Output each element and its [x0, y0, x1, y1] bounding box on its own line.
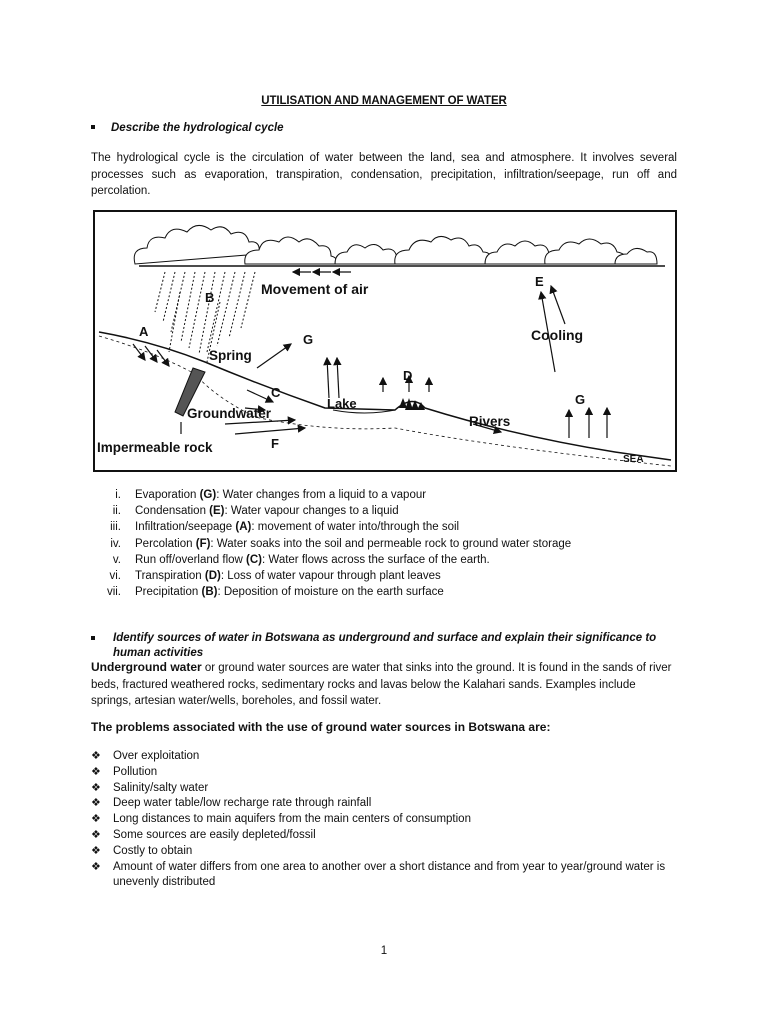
- section-heading-water-sources: [91, 631, 691, 661]
- list-item: ❖ Amount of water differs from one area to another over a short distance and from year to year/ground water is unevenly distributed: [91, 860, 666, 889]
- label-g-sea: G: [575, 392, 586, 407]
- diamond-bullet-icon: ❖: [91, 750, 101, 762]
- diamond-bullet-icon: ❖: [91, 844, 101, 857]
- square-bullet-icon: [91, 125, 95, 129]
- clouds: [134, 225, 657, 264]
- diamond-bullet-icon: ❖: [91, 765, 101, 778]
- list-item: ❖ Long distances to main aquifers from the main centers of consumption: [91, 812, 681, 828]
- label-e: E: [535, 274, 544, 289]
- label-spring: Spring: [209, 348, 252, 363]
- label-groundwater: Groundwater: [187, 406, 272, 421]
- label-impermeable-rock: Impermeable rock: [97, 440, 213, 455]
- list-item: vii. Precipitation (B): Deposition of moisture on the earth surface: [106, 586, 444, 599]
- list-item: v. Run off/overland flow (C): Water flows across the surface of the earth.: [112, 553, 490, 566]
- label-f: F: [271, 436, 279, 451]
- list-item: iii. Infiltration/seepage (A): movement of water into/through the soil: [110, 521, 460, 534]
- label-rivers: Rivers: [469, 414, 511, 429]
- list-item: ❖ Over exploitation: [91, 749, 681, 765]
- problems-list: [91, 749, 681, 891]
- label-a: A: [139, 324, 149, 339]
- diamond-bullet-icon: ❖: [91, 813, 101, 826]
- diamond-bullet-icon: ❖: [91, 828, 101, 841]
- label-c: C: [271, 385, 281, 400]
- underground-water-paragraph: Underground water or ground water sources are water that sinks into the ground. It is found in the sands of river beds, fractured weathered rocks, sedimentary rocks and lavas below the Kalahari sands. Examples include springs, artesian water/wells, boreholes, and fossil water.: [91, 660, 672, 707]
- label-g-land: G: [303, 332, 314, 347]
- list-item: ❖ Pollution: [91, 765, 681, 781]
- trees: [399, 398, 425, 410]
- label-lake: Lake: [327, 396, 357, 411]
- label-b: B: [205, 290, 215, 305]
- list-item: ii. Condensation (E): Water vapour changes to a liquid: [112, 505, 399, 518]
- list-item: ❖ Some sources are easily depleted/fossil: [91, 828, 681, 844]
- hydrological-cycle-diagram: [93, 210, 677, 472]
- section-heading-text: Describe the hydrological cycle: [111, 122, 284, 134]
- diamond-bullet-icon: ❖: [91, 797, 101, 810]
- list-item: iv. Percolation (F): Water soaks into the soil and permeable rock to ground water storage: [110, 537, 572, 550]
- label-movement-of-air: Movement of air: [261, 281, 369, 297]
- list-item: i. Evaporation (G): Water changes from a liquid to a vapour: [115, 489, 427, 501]
- section-heading-text: Identify sources of water in Botswana as underground and surface and explain their significance to human activities: [113, 632, 657, 659]
- list-item: ❖ Salinity/salty water: [91, 781, 681, 797]
- diamond-bullet-icon: ❖: [91, 781, 101, 794]
- label-sea: SEA: [623, 454, 644, 465]
- section-heading-hydrological-cycle: [91, 122, 284, 134]
- list-item: ❖ Costly to obtain: [91, 844, 681, 860]
- term-underground-water: Underground water: [91, 660, 202, 674]
- process-list: [91, 487, 571, 600]
- page-title: UTILISATION AND MANAGEMENT OF WATER: [261, 95, 507, 107]
- label-cooling: Cooling: [531, 327, 584, 343]
- diamond-bullet-icon: ❖: [91, 860, 101, 873]
- list-item: ❖ Deep water table/low recharge rate through rainfall: [91, 796, 681, 812]
- page-number: 1: [380, 945, 388, 957]
- label-d: D: [403, 368, 413, 383]
- problems-heading: The problems associated with the use of ground water sources in Botswana are:: [91, 720, 551, 734]
- square-bullet-icon: [91, 636, 95, 640]
- intro-paragraph: The hydrological cycle is the circulation of water between the land, sea and atmosphere. It involves several processes such as evaporation, transpiration, condensation, precipitation, infiltration/seepage, run off and percolation.: [91, 152, 677, 197]
- list-item: vi. Transpiration (D): Loss of water vapour through plant leaves: [109, 569, 441, 582]
